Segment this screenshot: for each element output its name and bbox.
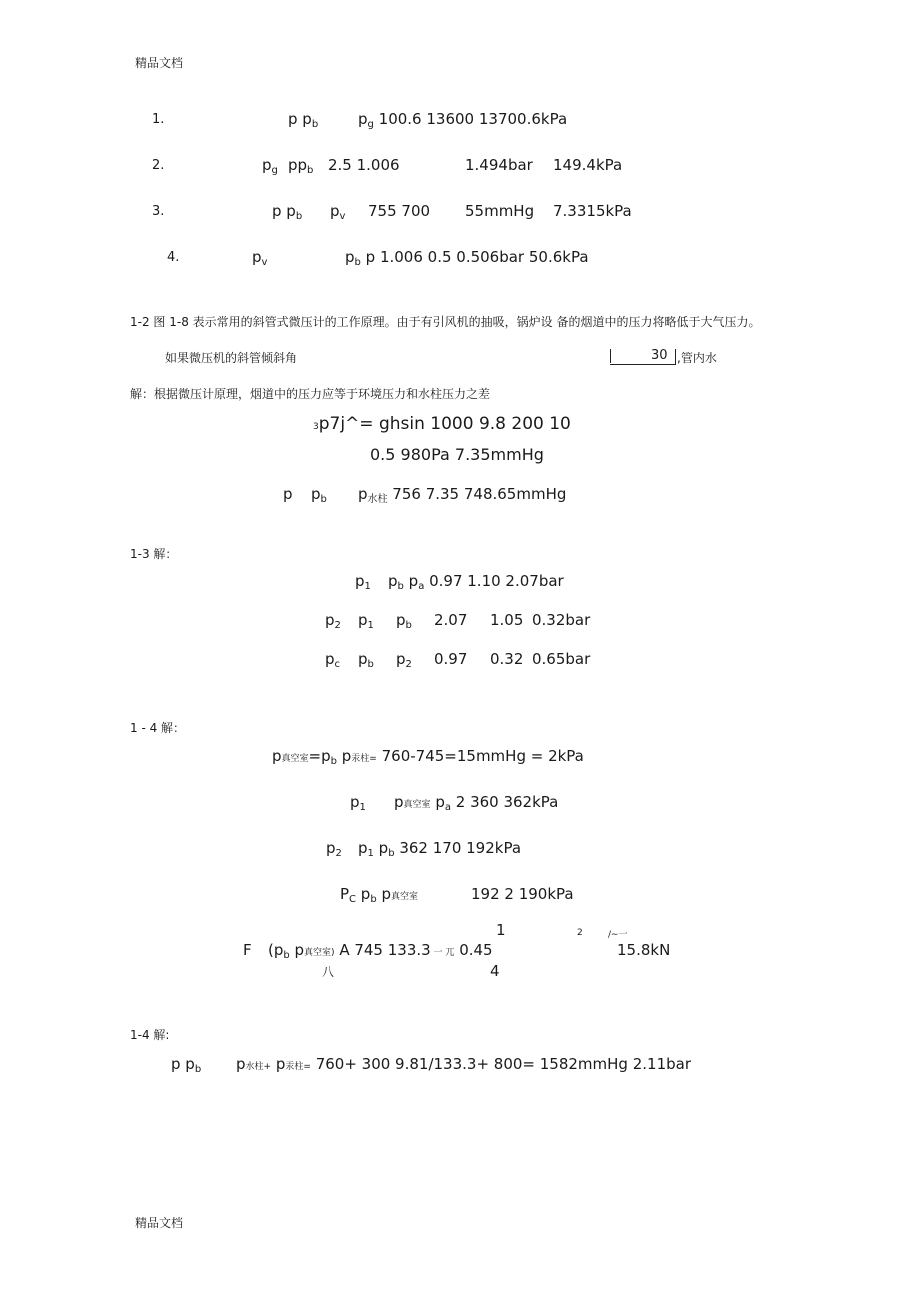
eq-3-mid: $p_v$ (330, 202, 346, 222)
angle-box-left-bar (610, 349, 611, 363)
eq-1-3-line2-v3: 0.32bar (532, 611, 591, 629)
eq-4-lhs: $p_v$ (252, 248, 268, 268)
item-number-3: 3. (152, 204, 165, 219)
eq-1-4-line2-p1: $p_1$ (350, 793, 366, 813)
header-label: 精品文档 (135, 56, 184, 70)
problem-1-2-statement: 1-2 图 1-8 表示常用的斜管式微压计的工作原理。由于有引风机的抽吸，锅炉设 备的烟道中的压力将略低于大气压力。 (130, 315, 761, 329)
eq-1-4-line3-rhs: $p_1$ $p_b$ 362 170 192kPa (358, 839, 522, 859)
eq-2-values: 2.5 1.006 (328, 156, 400, 174)
eq-4-rhs: $p_b$ p 1.006 0.5 0.506bar 50.6kPa (345, 248, 589, 268)
force-mark: /∼一 (608, 930, 628, 940)
force-expression: ($p_b$ p真空室) A 745 133.3 一 兀 0.45 (268, 941, 493, 961)
eq-1-3-line2-v1: 2.07 (434, 611, 468, 629)
eq-1-3-line3-pc: $p_c$ (325, 650, 341, 670)
item-number-1: 1. (152, 112, 165, 127)
angle-box-right-bar (675, 349, 676, 364)
heading-1-3: 1-3 解： (130, 547, 178, 561)
item-number-2: 2. (152, 158, 165, 173)
eq-1-4-line4-result: 192 2 190kPa (471, 885, 574, 903)
eq-1-3-line2-p1: $p_1$ (358, 611, 374, 631)
eq-3-values: 755 700 (368, 202, 431, 220)
force-symbol: F (243, 941, 252, 959)
eq-1-4-line1: p真空室$=p_b$ p汞柱= 760-745=15mmHg = 2kPa (272, 747, 584, 767)
eq-1-4-line2-rhs: p真空室 $p_a$ 2 360 362kPa (394, 793, 559, 813)
eq-1-3-line3-v1: 0.97 (434, 650, 468, 668)
eq-1-3-line3-v2: 0.32 (490, 650, 524, 668)
eq-1-4b-rhs: p水柱+ p汞柱= 760+ 300 9.81/133.3+ 800= 1582mmHg 2.11bar (236, 1055, 691, 1073)
eq-2-result-bar: 1.494bar (465, 156, 533, 174)
angle-box-underline (610, 364, 676, 365)
eq-1-1-rhs: $p_g$ 100.6 13600 13700.6kPa (358, 110, 568, 130)
eq-1-3-line1-rhs: $p_b$ $p_a$ 0.97 1.10 2.07bar (388, 572, 564, 592)
eq-1-2-line3-p: p (283, 485, 293, 503)
problem-1-2-condition-tail: ,管内水 (677, 351, 717, 365)
eq-1-1-lhs: p $p_b$ (288, 110, 319, 130)
eq-1-2-line1: 3p7j^= ghsin 1000 9.8 200 10 (313, 414, 571, 434)
heading-1-4-second: 1-4 解: (130, 1028, 170, 1042)
eq-3-result-mmhg: 55mmHg (465, 202, 535, 220)
eq-2-mid: $pp_b$ (288, 156, 314, 176)
eq-1-2-line3-rhs: $p_{水柱}$ 756 7.35 748.65mmHg (358, 485, 567, 505)
force-fraction-numerator: 1 (496, 921, 506, 939)
item-number-4: 4. (167, 250, 180, 265)
footer-label: 精品文档 (135, 1216, 184, 1230)
eq-1-3-line2-pb: $p_b$ (396, 611, 412, 631)
force-fraction-denominator: 4 (490, 962, 500, 980)
eq-1-2-line3-pb: $p_b$ (311, 485, 327, 505)
eq-1-3-line2-v2: 1.05 (490, 611, 524, 629)
eq-1-3-line2-p2: $p_2$ (325, 611, 341, 631)
eq-1-3-line3-v3: 0.65bar (532, 650, 591, 668)
angle-value: 30 (651, 348, 668, 363)
eq-1-4b-lhs: p $p_b$ (171, 1055, 202, 1075)
problem-1-2-condition: 如果微压机的斜管倾斜角 (165, 351, 298, 365)
eq-1-2-line2: 0.5 980Pa 7.35mmHg (370, 445, 544, 464)
force-denominator-char: 八 (322, 965, 335, 979)
eq-3-result-kpa: 7.3315kPa (553, 202, 632, 220)
eq-1-3-line3-p2: $p_2$ (396, 650, 412, 670)
force-exponent: 2 (577, 928, 583, 938)
heading-1-4-first: 1 - 4 解： (130, 721, 186, 735)
eq-1-4-line3-p2: $p_2$ (326, 839, 342, 859)
force-result: 15.8kN (617, 941, 671, 959)
eq-2-lhs: $p_g$ (262, 156, 278, 176)
eq-1-4-line4-lhs: $P_C$ $p_b$ p真空室 (340, 885, 418, 905)
eq-3-lhs: p $p_b$ (272, 202, 303, 222)
eq-1-3-line3-pb: $p_b$ (358, 650, 374, 670)
eq-2-result-kpa: 149.4kPa (553, 156, 623, 174)
eq-1-3-line1-p1: $p_1$ (355, 572, 371, 592)
solution-1-2-text: 解：根据微压计原理，烟道中的压力应等于环境压力和水柱压力之差 (130, 387, 491, 401)
